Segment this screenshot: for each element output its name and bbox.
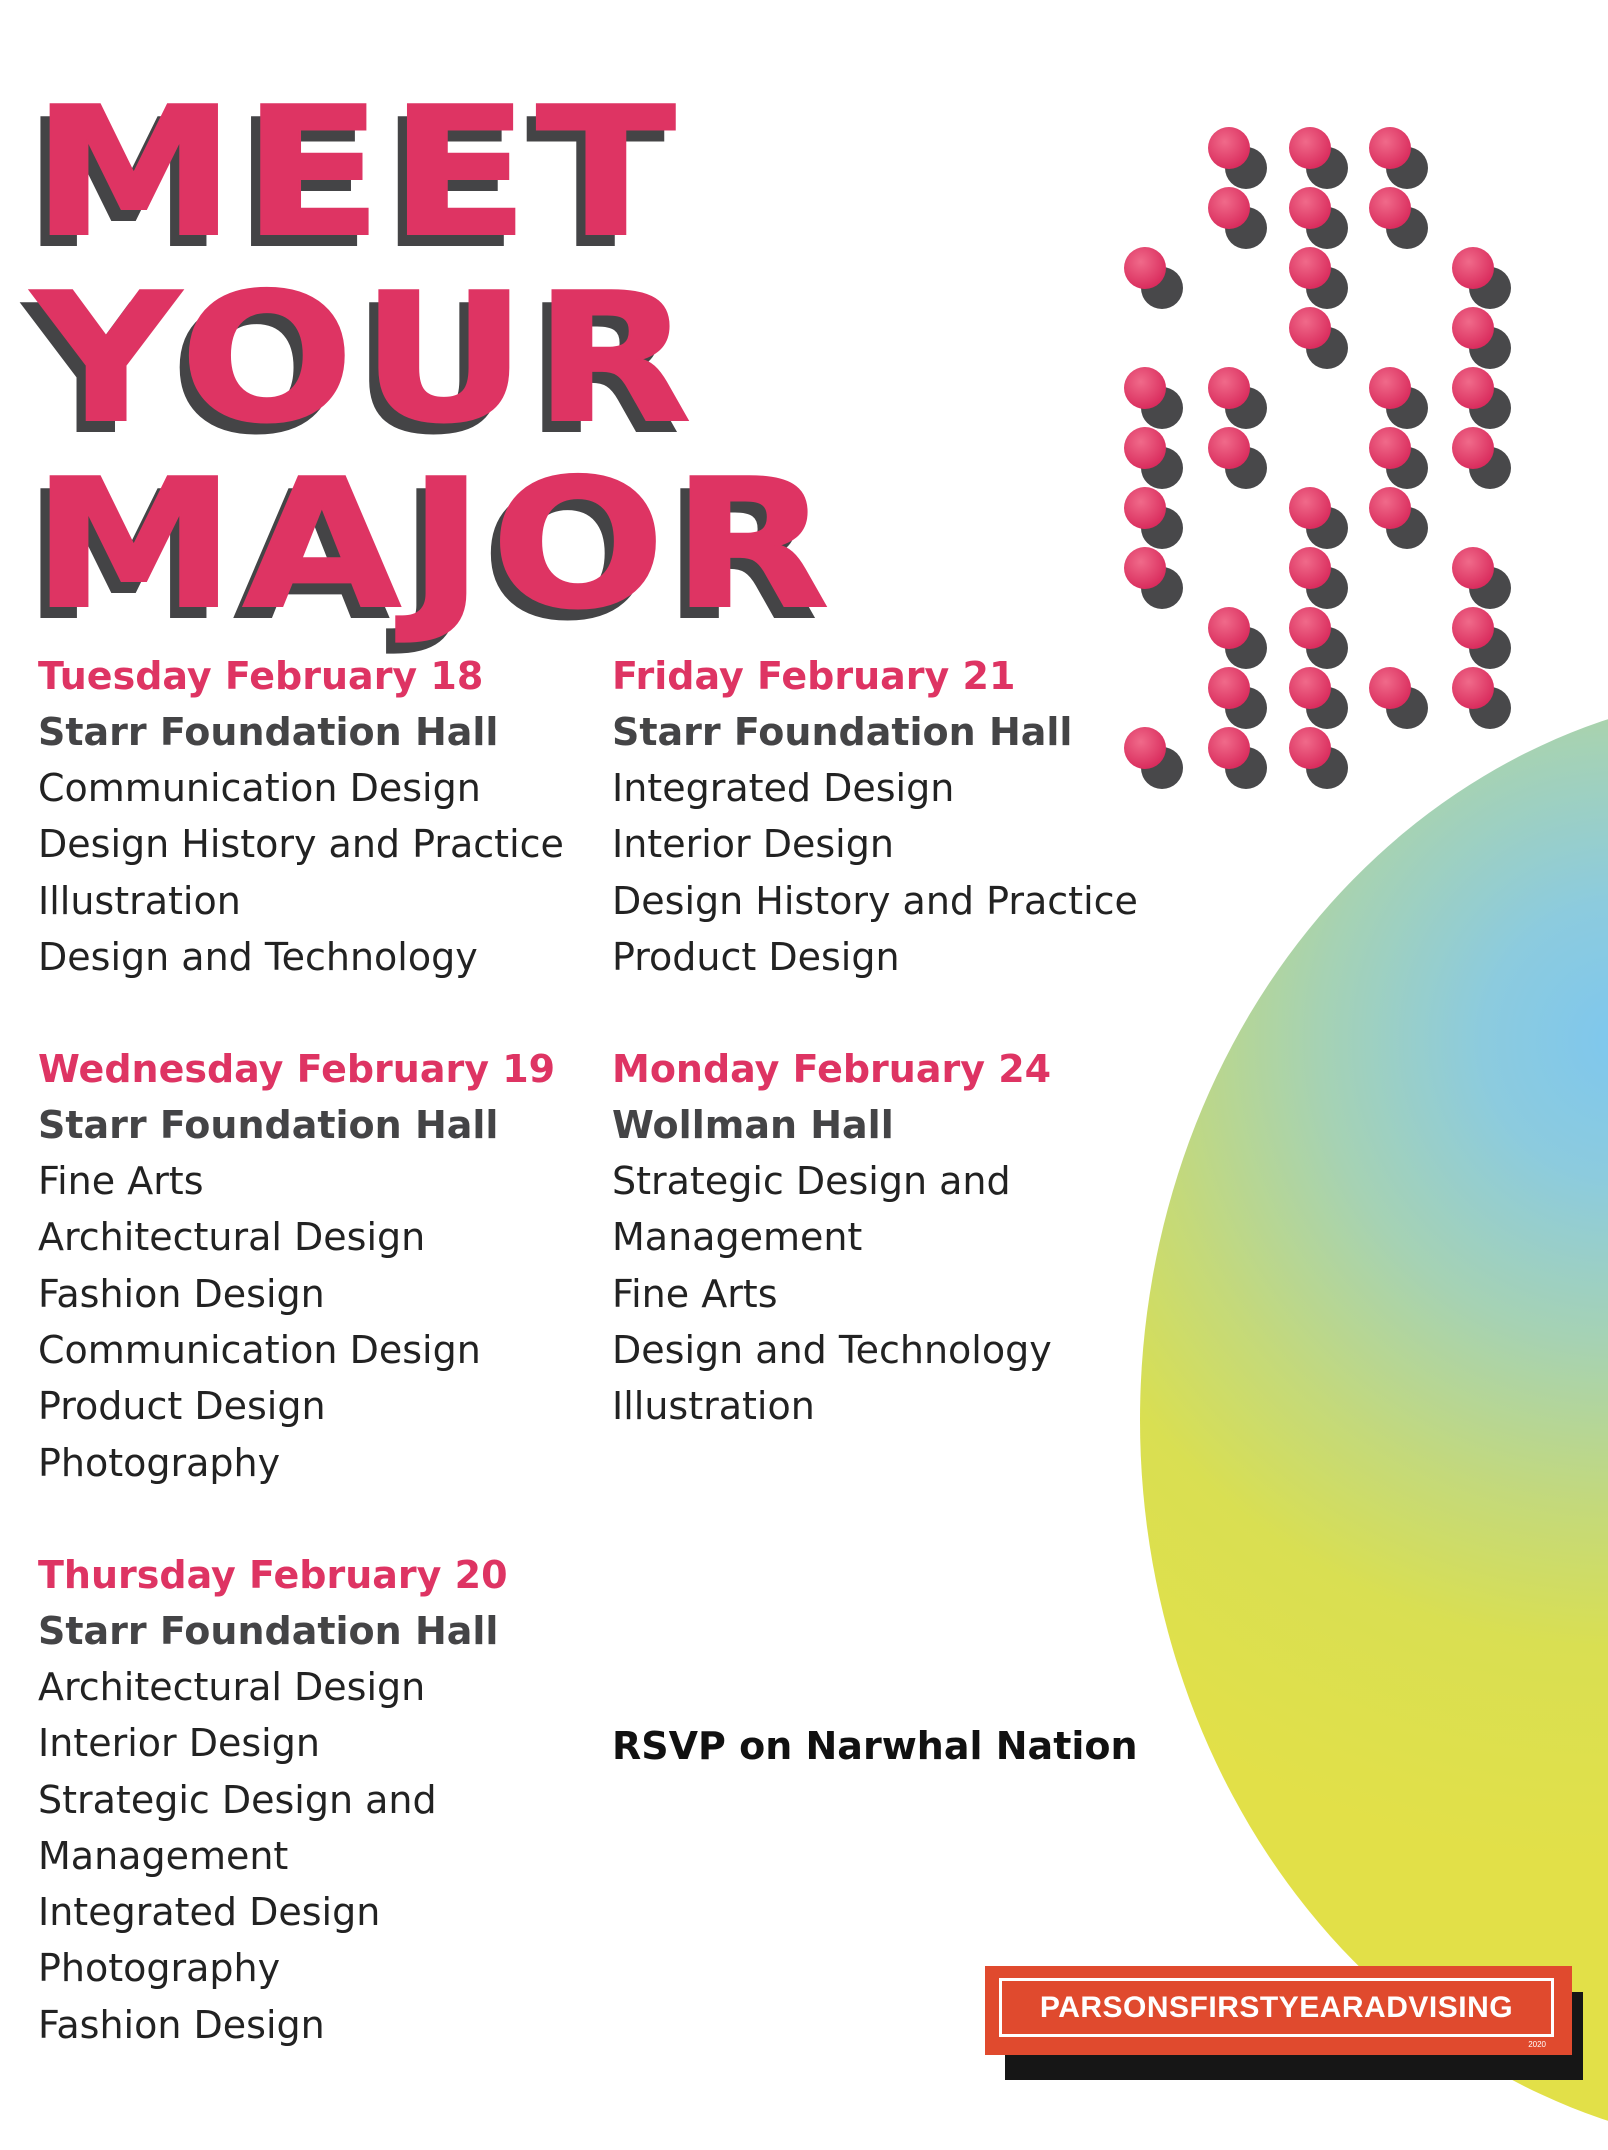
major-item: Communication Design bbox=[38, 1328, 481, 1373]
pink-dot bbox=[1289, 307, 1331, 349]
pink-dot bbox=[1124, 487, 1166, 529]
pink-dot bbox=[1452, 307, 1494, 349]
pink-dot bbox=[1369, 187, 1411, 229]
title-line-2: YOUR bbox=[32, 255, 699, 462]
title-line-1: MEET bbox=[32, 69, 683, 276]
major-item: Communication Design bbox=[38, 766, 481, 810]
pink-dot bbox=[1208, 727, 1250, 769]
major-item: Design and Technology bbox=[612, 1328, 1052, 1373]
major-item: Design and Technology bbox=[38, 934, 478, 979]
title-line-3: MAJOR bbox=[32, 441, 837, 648]
major-item: Design History and Practice bbox=[612, 878, 1138, 923]
pink-dot bbox=[1289, 127, 1331, 169]
major-item: Product Design bbox=[612, 934, 900, 979]
major-item: Management bbox=[612, 1215, 863, 1260]
pink-dot bbox=[1289, 247, 1331, 289]
pink-dot bbox=[1208, 607, 1250, 649]
pink-dot bbox=[1369, 127, 1411, 169]
event-hall: Starr Foundation Hall bbox=[612, 710, 1073, 754]
major-item: Architectural Design bbox=[38, 1664, 426, 1709]
major-item: Fine Arts bbox=[38, 1159, 204, 1204]
event-block bbox=[612, 1041, 1212, 1434]
pink-dot bbox=[1369, 487, 1411, 529]
pink-dot bbox=[1369, 427, 1411, 469]
pink-dot bbox=[1452, 367, 1494, 409]
major-item: Architectural Design bbox=[38, 1215, 426, 1260]
pink-dot bbox=[1289, 187, 1331, 229]
badge-label: PARSONSFIRSTYEARADVISING bbox=[1039, 1990, 1514, 2024]
major-item: Interior Design bbox=[38, 1721, 320, 1766]
major-item: Interior Design bbox=[612, 822, 894, 867]
pink-dot bbox=[1452, 667, 1494, 709]
major-item: Integrated Design bbox=[38, 1890, 381, 1935]
advising-badge bbox=[985, 1966, 1572, 2055]
event-date: Monday February 24 bbox=[612, 1047, 1052, 1092]
pink-dot bbox=[1289, 667, 1331, 709]
pink-dot bbox=[1208, 667, 1250, 709]
major-item: Photography bbox=[38, 1946, 281, 1991]
pink-dot bbox=[1208, 367, 1250, 409]
event-block bbox=[38, 1547, 638, 2053]
major-item: Strategic Design and bbox=[612, 1159, 1011, 1204]
event-block bbox=[612, 648, 1212, 985]
major-item: Photography bbox=[38, 1440, 281, 1485]
event-date: Friday February 21 bbox=[612, 654, 1016, 698]
event-block bbox=[38, 648, 638, 985]
rsvp-text: RSVP on Narwhal Nation bbox=[612, 1724, 1138, 1768]
major-item: Illustration bbox=[612, 1384, 815, 1429]
major-item: Management bbox=[38, 1833, 289, 1878]
pink-dot bbox=[1452, 427, 1494, 469]
pink-dot bbox=[1289, 487, 1331, 529]
event-hall: Starr Foundation Hall bbox=[38, 1103, 499, 1148]
event-hall: Starr Foundation Hall bbox=[38, 1608, 499, 1653]
pink-dot bbox=[1369, 367, 1411, 409]
pink-dot bbox=[1124, 247, 1166, 289]
pink-dot bbox=[1369, 667, 1411, 709]
event-date: Tuesday February 18 bbox=[38, 654, 484, 698]
major-item: Illustration bbox=[38, 878, 241, 923]
major-item: Fashion Design bbox=[38, 2002, 325, 2047]
pink-dot bbox=[1124, 367, 1166, 409]
pink-dot bbox=[1124, 427, 1166, 469]
badge-frame bbox=[999, 1978, 1554, 2037]
event-hall: Starr Foundation Hall bbox=[38, 710, 499, 754]
pink-dot bbox=[1208, 427, 1250, 469]
major-item: Fine Arts bbox=[612, 1271, 778, 1316]
pink-dot bbox=[1208, 187, 1250, 229]
pink-dot bbox=[1452, 607, 1494, 649]
badge-year: 2020 bbox=[1528, 2040, 1546, 2049]
pink-dot bbox=[1208, 127, 1250, 169]
major-item: Integrated Design bbox=[612, 766, 955, 810]
poster-title bbox=[32, 69, 837, 648]
pink-dot bbox=[1289, 547, 1331, 589]
pink-dot bbox=[1452, 547, 1494, 589]
major-item: Fashion Design bbox=[38, 1271, 325, 1316]
major-item: Product Design bbox=[38, 1384, 326, 1429]
event-date: Thursday February 20 bbox=[38, 1552, 508, 1597]
event-hall: Wollman Hall bbox=[612, 1103, 894, 1148]
event-block bbox=[38, 1041, 638, 1491]
pink-dot bbox=[1452, 247, 1494, 289]
pink-dot bbox=[1289, 727, 1331, 769]
pink-dot bbox=[1289, 607, 1331, 649]
major-item: Strategic Design and bbox=[38, 1777, 437, 1822]
event-date: Wednesday February 19 bbox=[38, 1047, 556, 1092]
schedule-left-column bbox=[38, 648, 638, 2109]
schedule-right-column bbox=[612, 648, 1212, 1491]
major-item: Design History and Practice bbox=[38, 822, 564, 867]
pink-dot bbox=[1124, 547, 1166, 589]
